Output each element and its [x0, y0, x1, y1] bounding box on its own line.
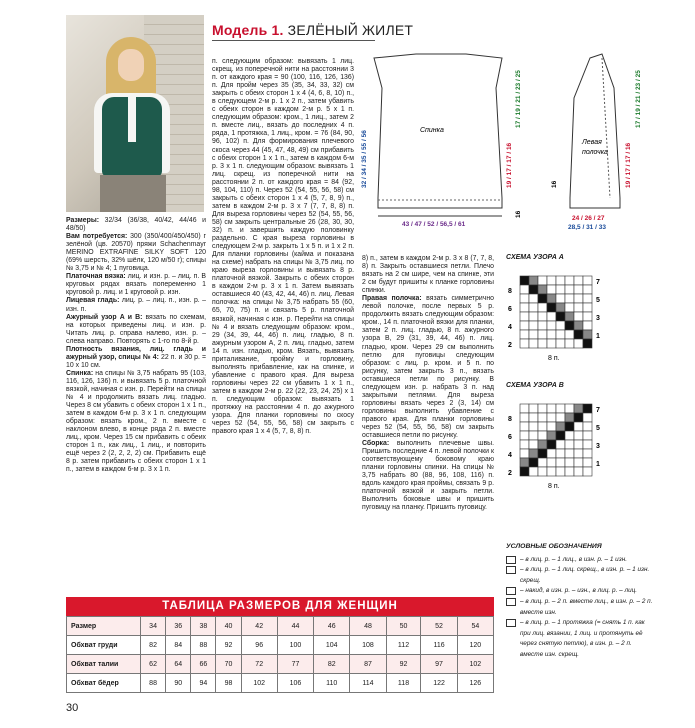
chart-cell: [583, 276, 592, 285]
schema-a-title: СХЕМА УЗОРА А: [506, 254, 564, 261]
chart-cell: [583, 440, 592, 449]
col3-paragraph: 8) п., затем в каждом 2-м р. 3 х 8 (7, 7, 8, 8) п. Закрыть оставшиеся петли. Плечо вязать на 2 см шире, чем на спинке, эти 2 см будут пришиты к планке горловины спинки.: [362, 255, 494, 295]
chart-cell: [565, 321, 574, 330]
chart-cell: [574, 303, 583, 312]
col1-lead: Плотность вязания, лиц. гладь и ажурный узор, спицы № 4:: [66, 345, 206, 361]
chart-cell: [583, 294, 592, 303]
chart-cell: [583, 404, 592, 413]
chart-width-label: 8 п.: [548, 355, 560, 362]
chart-row-label: 5: [596, 425, 600, 432]
table-row: Обхват бёдер 88 90 94 98 102 106 110 114 118 122 126: [67, 674, 494, 693]
chart-cell: [538, 413, 547, 422]
chart-cell: [556, 276, 565, 285]
chart-cell: [547, 276, 556, 285]
chart-cell: [529, 294, 538, 303]
text-column-3: [362, 255, 494, 513]
chart-cell: [529, 303, 538, 312]
col1-paragraph: Спинка: на спицы № 3,75 набрать 95 (103, 116, 126, 136) п. и вывязать 5 р. платочной вязкой, начиная с изн. р. Перейти на спицы № 4 и продолжить вязать лиц. гладью. Через 8 см убавить с обеих сторон 1 х 1 п., затем в каждом 6-м р. 3 х 1 п. следующим образом: вязать кром., 2 п. вместе с наклоном влево, в конце ряда 2 п. вместе лиц., кром. Через 15 см прибавить с обеих сторон 1 п., как лиц., 1 лиц., и повторить ещё через 2 (2, 2, 2, 2) см. Прибавить ещё 8 р. затем прибавить с обеих сторон 1 х 1 п., затем в каждом 6-м р. 3 х 1 п.: [66, 369, 206, 474]
chart-cell: [547, 440, 556, 449]
chart-cell: [547, 449, 556, 458]
chart-cell: [574, 440, 583, 449]
chart-cell: [565, 339, 574, 348]
col2-text: п. следующим образом: вывязать 1 лиц. скрещ. из поперечной нити на расстоянии 3 п. от каждого края = 90 (100, 116, 126, 136) п. Для пройм через 35 (35, 34, 33, 32) см закрыть с обеих сторон 1 х 4 (4, 6, 8, 10) п., в следующем 2-м р. 1 х 2 п., затем убавить с обеих сторон в каждом 2-м р. 5 х 1 п. следующим образом: кром., 1 лиц., затем 2 п. вместе лиц., вязать до последних 4 п. ряда, 1 протяжка, 1 лиц., кром. = 76 (84, 90, 96, 102) п. Для формирования плечевого скоса через 44 (45, 47, 48, 49) см прибавить с обеих сторон 1 х 1 п., затем в каждом 6-м р. 3 х 1 п. следующим образом: вывязать 1 лиц. скрещ. из поперечной нити на расстоянии 2 п. от каждого края = 84 (92, 98, 104, 110) п. Через 52 (54, 55, 56, 58) см закрыть с обеих сторон 1 х 4 (5, 7, 8, 9) п., затем в каждом 2-м р. 3 х 7 (7, 7, 8, 8) п. Для выреза горловины через 52 (54, 55, 56, 58) см закрыть центральные 26 (28, 30, 30, 32) п. и завершить каждую половинку раздельно. С края выреза горловины в следующем 2-м р. закрыть 1 х 5 п. и 1 х 2 п. Для планки горловины (кайма и показана на схеме) набрать на спицы № 3,75 лиц. по краю выреза горловины и вывязать 8 р. платочной вязкой. Закрыть с обеих сторон в каждом 2-м р. 3 х 1 п. Затем вывязать оставшиеся 40 (43, 42, 44, 46) п. лиц. Левая полочка: на спицы № 3,75 набрать 55 (60, 65, 70, 75) п. и связать 5 р. платочной вязкой, начиная с изн. р. Перейти на спицы № 4 и вязать следующим образом: кром., 29 (34, 39, 44, 46) п. лиц. гладью, 8 п. ажурным узором А, 2 п. лиц. гладью, затем 14 п. изн. гладью, кром. Вязать, вывязать приталивание, пройму и горловину, выполнять прибавление, как на спинке, и убавление с правого края. Для выреза горловины через 22 см убавить 1 х 1 п., затем в каждом 2-м р. 22 (22, 23, 24, 25) х 1 п. следующим образом: вывязать 1 протяжку на расстоянии 4 п. до ажурного узора. Для планки горловины по скосу через 52 (54, 55, 56, 58) см закрыть с правого края 1 х 4 (5, 7, 8, 8) п.: [212, 58, 354, 436]
col3-paragraph: Правая полочка: вязать симметрично левой полочке, после первых 5 р. продолжить вязать следующим образом: кром., 14 п. платочной вязки для планки, затем 2 п. лиц. гладью, 8 п. ажурного узора В, 29 (31, 39, 44, 46) п. лиц. гладью, кром. Через 29 см выполнить петлю для пуговицы следующим образом: с лиц. р. кром. и 5 п. по рисунку, затем закрыть 3 п., вязать оставшиеся петли по рисунку. В следующем изн. р. набрать 3 п. над закрытыми петлями. Для выреза горловины вязать через 2 (3, 14) см горловины выполнить убавление с правого края. Для планки горловины через 52 (54, 55, 56, 58) см закрыть оставшиеся петли по рисунку.: [362, 295, 494, 440]
chart-cell: [556, 431, 565, 440]
legend-item: – в лиц. р. – 2 п. вместе лиц., в изн. р. – 2 п. вместе изн.: [506, 597, 656, 618]
chart-cell: [574, 285, 583, 294]
title-rule: [212, 40, 375, 41]
front-bottom-a: 24 / 26 / 27: [572, 215, 605, 222]
chart-cell: [583, 303, 592, 312]
schema-b-title: СХЕМА УЗОРА В: [506, 382, 564, 389]
legend: [506, 542, 656, 661]
chart-cell: [529, 458, 538, 467]
legend-symbol-icon: [506, 619, 516, 627]
chart-cell: [556, 294, 565, 303]
chart-cell: [538, 449, 547, 458]
chart-cell: [565, 330, 574, 339]
chart-row-label: 6: [508, 434, 512, 441]
chart-cell: [574, 413, 583, 422]
legend-symbol-icon: [506, 566, 516, 574]
chart-cell: [520, 440, 529, 449]
chart-cell: [529, 330, 538, 339]
chart-row-label: 6: [508, 306, 512, 313]
schema-b-grid: [506, 390, 606, 500]
chart-cell: [529, 413, 538, 422]
chart-cell: [538, 339, 547, 348]
chart-row-label: 3: [596, 315, 600, 322]
chart-cell: [529, 276, 538, 285]
chart-cell: [520, 431, 529, 440]
chart-cell: [565, 458, 574, 467]
chart-cell: [538, 294, 547, 303]
col1-lead: Платочная вязка:: [66, 273, 126, 281]
chart-cell: [565, 312, 574, 321]
chart-cell: [556, 339, 565, 348]
back-side-right: 16: [515, 210, 522, 218]
chart-cell: [538, 458, 547, 467]
chart-row-label: 7: [596, 279, 600, 286]
chart-cell: [520, 404, 529, 413]
front-mid-right-dims: 19 / 17 / 17 / 16: [625, 142, 632, 188]
chart-cell: [583, 467, 592, 476]
chart-cell: [529, 404, 538, 413]
chart-cell: [529, 467, 538, 476]
chart-cell: [565, 285, 574, 294]
chart-cell: [574, 312, 583, 321]
chart-row-label: 4: [508, 324, 512, 331]
chart-cell: [556, 440, 565, 449]
chart-cell: [538, 330, 547, 339]
chart-cell: [538, 285, 547, 294]
col1-lead: Размеры:: [66, 217, 99, 224]
chart-cell: [529, 449, 538, 458]
chart-cell: [556, 312, 565, 321]
chart-cell: [556, 413, 565, 422]
chart-cell: [547, 413, 556, 422]
size-table-title: ТАБЛИЦА РАЗМЕРОВ ДЛЯ ЖЕНЩИН: [66, 597, 494, 616]
chart-cell: [538, 422, 547, 431]
col1-paragraph: Лицевая гладь: лиц. р. – лиц. п., изн. р. – изн. п.: [66, 297, 206, 313]
text-column-2: [212, 58, 354, 436]
back-bottom-dims: 43 / 47 / 52 / 56,5 / 61: [402, 221, 466, 228]
chart-cell: [547, 312, 556, 321]
chart-cell: [529, 321, 538, 330]
chart-cell: [520, 339, 529, 348]
chart-cell: [547, 285, 556, 294]
legend-symbol-icon: [506, 598, 516, 606]
chart-row-label: 2: [508, 470, 512, 477]
chart-cell: [538, 404, 547, 413]
chart-cell: [565, 431, 574, 440]
chart-cell: [565, 422, 574, 431]
chart-cell: [520, 449, 529, 458]
chart-cell: [565, 294, 574, 303]
legend-item: – в лиц. р. – 1 протяжка (= снять 1 п. как при лиц. вязании, 1 лиц. и протянуть её через снятую петлю), в изн. р. – 2 п. вместе изн. скрещ.: [506, 618, 656, 660]
chart-cell: [583, 458, 592, 467]
chart-cell: [520, 422, 529, 431]
table-header-row: Размер 34 36 38 40 42 44 46 48 50 52 54: [67, 617, 494, 636]
chart-row-label: 3: [596, 443, 600, 450]
chart-cell: [583, 312, 592, 321]
back-mid-right-dims: 19 / 17 / 17 / 16: [506, 142, 513, 188]
col3-lead: Правая полочка:: [362, 295, 422, 303]
col3-lead: Сборка:: [362, 440, 390, 448]
chart-cell: [547, 458, 556, 467]
chart-cell: [583, 413, 592, 422]
chart-cell: [529, 339, 538, 348]
size-table: [66, 597, 494, 693]
chart-cell: [538, 431, 547, 440]
chart-cell: [529, 431, 538, 440]
chart-row-label: 4: [508, 452, 512, 459]
page-number: 30: [66, 702, 79, 714]
chart-cell: [565, 303, 574, 312]
chart-cell: [529, 440, 538, 449]
chart-cell: [565, 404, 574, 413]
chart-cell: [520, 312, 529, 321]
col1-lead: Спинка:: [66, 369, 94, 377]
legend-item: – в лиц. р. – 1 лиц., в изн. р. – 1 изн.: [506, 555, 656, 566]
chart-cell: [583, 339, 592, 348]
chart-cell: [520, 276, 529, 285]
front-schematic: [540, 48, 652, 238]
chart-row-label: 2: [508, 342, 512, 349]
chart-cell: [520, 294, 529, 303]
size-table-grid: [66, 616, 494, 693]
chart-cell: [574, 330, 583, 339]
chart-cell: [556, 285, 565, 294]
legend-item: – в лиц. р. – 1 лиц. скрещ., в изн. р. – 1 изн. скрещ.: [506, 565, 656, 586]
chart-cell: [583, 321, 592, 330]
chart-cell: [556, 422, 565, 431]
chart-cell: [520, 458, 529, 467]
legend-symbol-icon: [506, 587, 516, 595]
chart-cell: [538, 440, 547, 449]
legend-symbol-icon: [506, 556, 516, 564]
front-label-1: Левая: [582, 139, 602, 146]
chart-cell: [574, 404, 583, 413]
back-side-dims: 32 / 34 / 35 / 55 / 56: [361, 130, 368, 188]
back-schematic: [356, 48, 536, 238]
chart-cell: [520, 413, 529, 422]
chart-row-label: 8: [508, 288, 512, 295]
col1-lead: Ажурный узор А и В:: [66, 313, 143, 321]
back-label: Спинка: [420, 127, 444, 134]
chart-cell: [583, 431, 592, 440]
model-name: ЗЕЛЁНЫЙ ЖИЛЕТ: [283, 22, 414, 38]
chart-cell: [547, 404, 556, 413]
chart-cell: [547, 431, 556, 440]
chart-cell: [556, 321, 565, 330]
chart-cell: [547, 330, 556, 339]
legend-title: УСЛОВНЫЕ ОБОЗНАЧЕНИЯ: [506, 543, 602, 550]
back-top-right-dims: 17 / 19 / 21 / 23 / 25: [515, 70, 522, 128]
chart-row-label: 5: [596, 297, 600, 304]
chart-cell: [529, 285, 538, 294]
chart-cell: [547, 422, 556, 431]
front-bottom-b: 28,5 / 31 / 33: [568, 224, 606, 231]
chart-cell: [529, 312, 538, 321]
chart-cell: [556, 458, 565, 467]
chart-cell: [574, 458, 583, 467]
chart-cell: [565, 440, 574, 449]
col1-paragraph: Размеры: 32/34 (36/38, 40/42, 44/46 и 48/50): [66, 217, 206, 233]
chart-cell: [556, 303, 565, 312]
chart-cell: [565, 449, 574, 458]
chart-cell: [520, 303, 529, 312]
chart-cell: [556, 330, 565, 339]
chart-cell: [574, 449, 583, 458]
chart-cell: [583, 422, 592, 431]
col1-lead: Лицевая гладь:: [66, 297, 120, 305]
chart-cell: [538, 303, 547, 312]
schema-a-grid: [506, 262, 606, 372]
chart-cell: [574, 321, 583, 330]
chart-cell: [556, 467, 565, 476]
model-number: Модель 1.: [212, 22, 284, 38]
chart-cell: [547, 321, 556, 330]
chart-cell: [538, 467, 547, 476]
chart-cell: [520, 467, 529, 476]
chart-cell: [538, 276, 547, 285]
chart-row-label: 1: [596, 333, 600, 340]
chart-cell: [565, 413, 574, 422]
col1-paragraph: Вам потребуется: 300 (350/400/450/450) г зелёной (цв. 20570) пряжи Schachenmayr MERINO EXTRAFINE SILKY SOFT 120 (69% шерсть, 32% шёлк, 120 м/50 г); спицы № 3,75 и № 4; 1 пуговица.: [66, 233, 206, 273]
col1-paragraph: Плотность вязания, лиц. гладь и ажурный узор, спицы № 4: 22 п. и 30 р. = 10 х 10 см.: [66, 345, 206, 369]
chart-row-label: 8: [508, 416, 512, 423]
chart-cell: [556, 404, 565, 413]
chart-cell: [574, 276, 583, 285]
front-label-2: полочка: [582, 149, 608, 156]
front-side: 16: [551, 180, 558, 188]
chart-cell: [547, 303, 556, 312]
chart-cell: [520, 321, 529, 330]
front-top-right-dims: 17 / 19 / 21 / 23 / 25: [635, 70, 642, 128]
chart-cell: [583, 449, 592, 458]
chart-cell: [574, 467, 583, 476]
chart-cell: [565, 276, 574, 285]
chart-cell: [547, 339, 556, 348]
chart-cell: [520, 330, 529, 339]
chart-cell: [574, 339, 583, 348]
chart-cell: [574, 431, 583, 440]
col1-lead: Вам потребуется:: [66, 233, 128, 241]
table-row: Обхват груди 82 84 88 92 96 100 104 108 112 116 120: [67, 636, 494, 655]
chart-cell: [574, 294, 583, 303]
model-title: [212, 22, 413, 38]
table-row: Обхват талии 62 64 66 70 72 77 82 87 92 97 102: [67, 655, 494, 674]
chart-cell: [538, 321, 547, 330]
chart-cell: [556, 449, 565, 458]
chart-row-label: 7: [596, 407, 600, 414]
chart-cell: [583, 330, 592, 339]
legend-item: – накид, в изн. р. – изн., в лиц. р. – лиц.: [506, 586, 656, 597]
chart-cell: [520, 285, 529, 294]
chart-cell: [538, 312, 547, 321]
chart-cell: [547, 294, 556, 303]
model-photo: [66, 15, 204, 212]
chart-cell: [565, 467, 574, 476]
chart-cell: [529, 422, 538, 431]
chart-cell: [583, 285, 592, 294]
chart-cell: [574, 422, 583, 431]
chart-width-label: 8 п.: [548, 483, 560, 490]
chart-row-label: 1: [596, 461, 600, 468]
col1-paragraph: Ажурный узор А и В: вязать по схемам, на которых приведены лиц. и изн. р. Читать лиц. р. справа налево, изн. р. – слева направо. Повторять с 1-го по 8-й р.: [66, 313, 206, 345]
chart-cell: [547, 467, 556, 476]
col1-paragraph: Платочная вязка: лиц. и изн. р. – лиц. п. В круговых рядах вязать попеременно 1 круговой р. лиц. и 1 круговой р. изн.: [66, 273, 206, 297]
col3-paragraph: Сборка: выполнить плечевые швы. Пришить последние 4 п. левой полочки к соответствующему боковому краю планки горловины спинки. На спицы № 3,75 набрать 80 (88, 96, 108, 116) п. вдоль каждого края проймы, связать 9 р. платочной вязкой и закрыть петли. Выполнить боковые швы и пришить пуговицу на планку. Пришить пуговицу.: [362, 440, 494, 512]
text-column-1: [66, 217, 206, 475]
